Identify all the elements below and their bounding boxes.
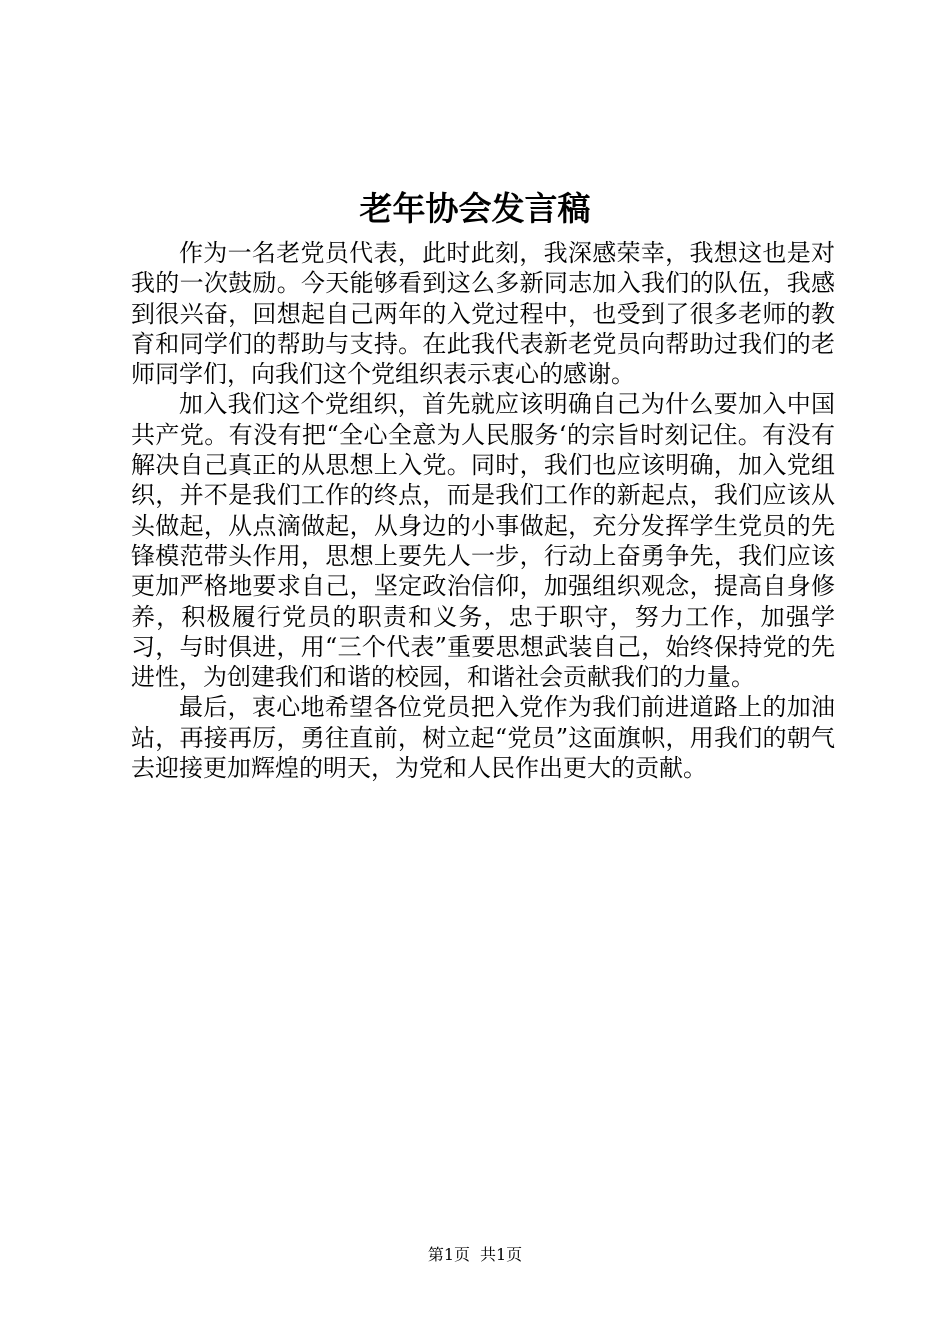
paragraph-3: 最后，衷心地希望各位党员把入党作为我们前进道路上的加油站，再接再厉，勇往直前，树立起“党员”这面旗帜，用我们的朝气去迎接更加辉煌的明天，为党和人民作出更大的贡献。 [131, 693, 835, 783]
page-number-current: 第1页 [427, 1245, 470, 1264]
document-title: 老年协会发言稿 [359, 189, 591, 228]
page-number-total: 共1页 [480, 1245, 523, 1264]
document-body [131, 238, 835, 783]
paragraph-2: 加入我们这个党组织，首先就应该明确自己为什么要加入中国共产党。有没有把“全心全意为人民服务‘的宗旨时刻记住。有没有解决自己真正的从思想上入党。同时，我们也应该明确，加入党组织，并不是我们工作的终点，而是我们工作的新起点，我们应该从头做起，从点滴做起，从身边的小事做起，充分发挥学生党员的先锋模范带头作用，思想上要先人一步，行动上奋勇争先，我们应该更加严格地要求自己，坚定政治信仰，加强组织观念，提高自身修养，积极履行党员的职责和义务，忠于职守，努力工作，加强学习，与时俱进，用“三个代表”重要思想武装自己，始终保持党的先进性，为创建我们和谐的校园，和谐社会贡献我们的力量。 [131, 390, 835, 692]
page-footer [0, 1244, 950, 1266]
paragraph-1: 作为一名老党员代表，此时此刻，我深感荣幸，我想这也是对我的一次鼓励。今天能够看到这么多新同志加入我们的队伍，我感到很兴奋，回想起自己两年的入党过程中，也受到了很多老师的教育和同学们的帮助与支持。在此我代表新老党员向帮助过我们的老师同学们，向我们这个党组织表示衷心的感谢。 [131, 239, 835, 389]
